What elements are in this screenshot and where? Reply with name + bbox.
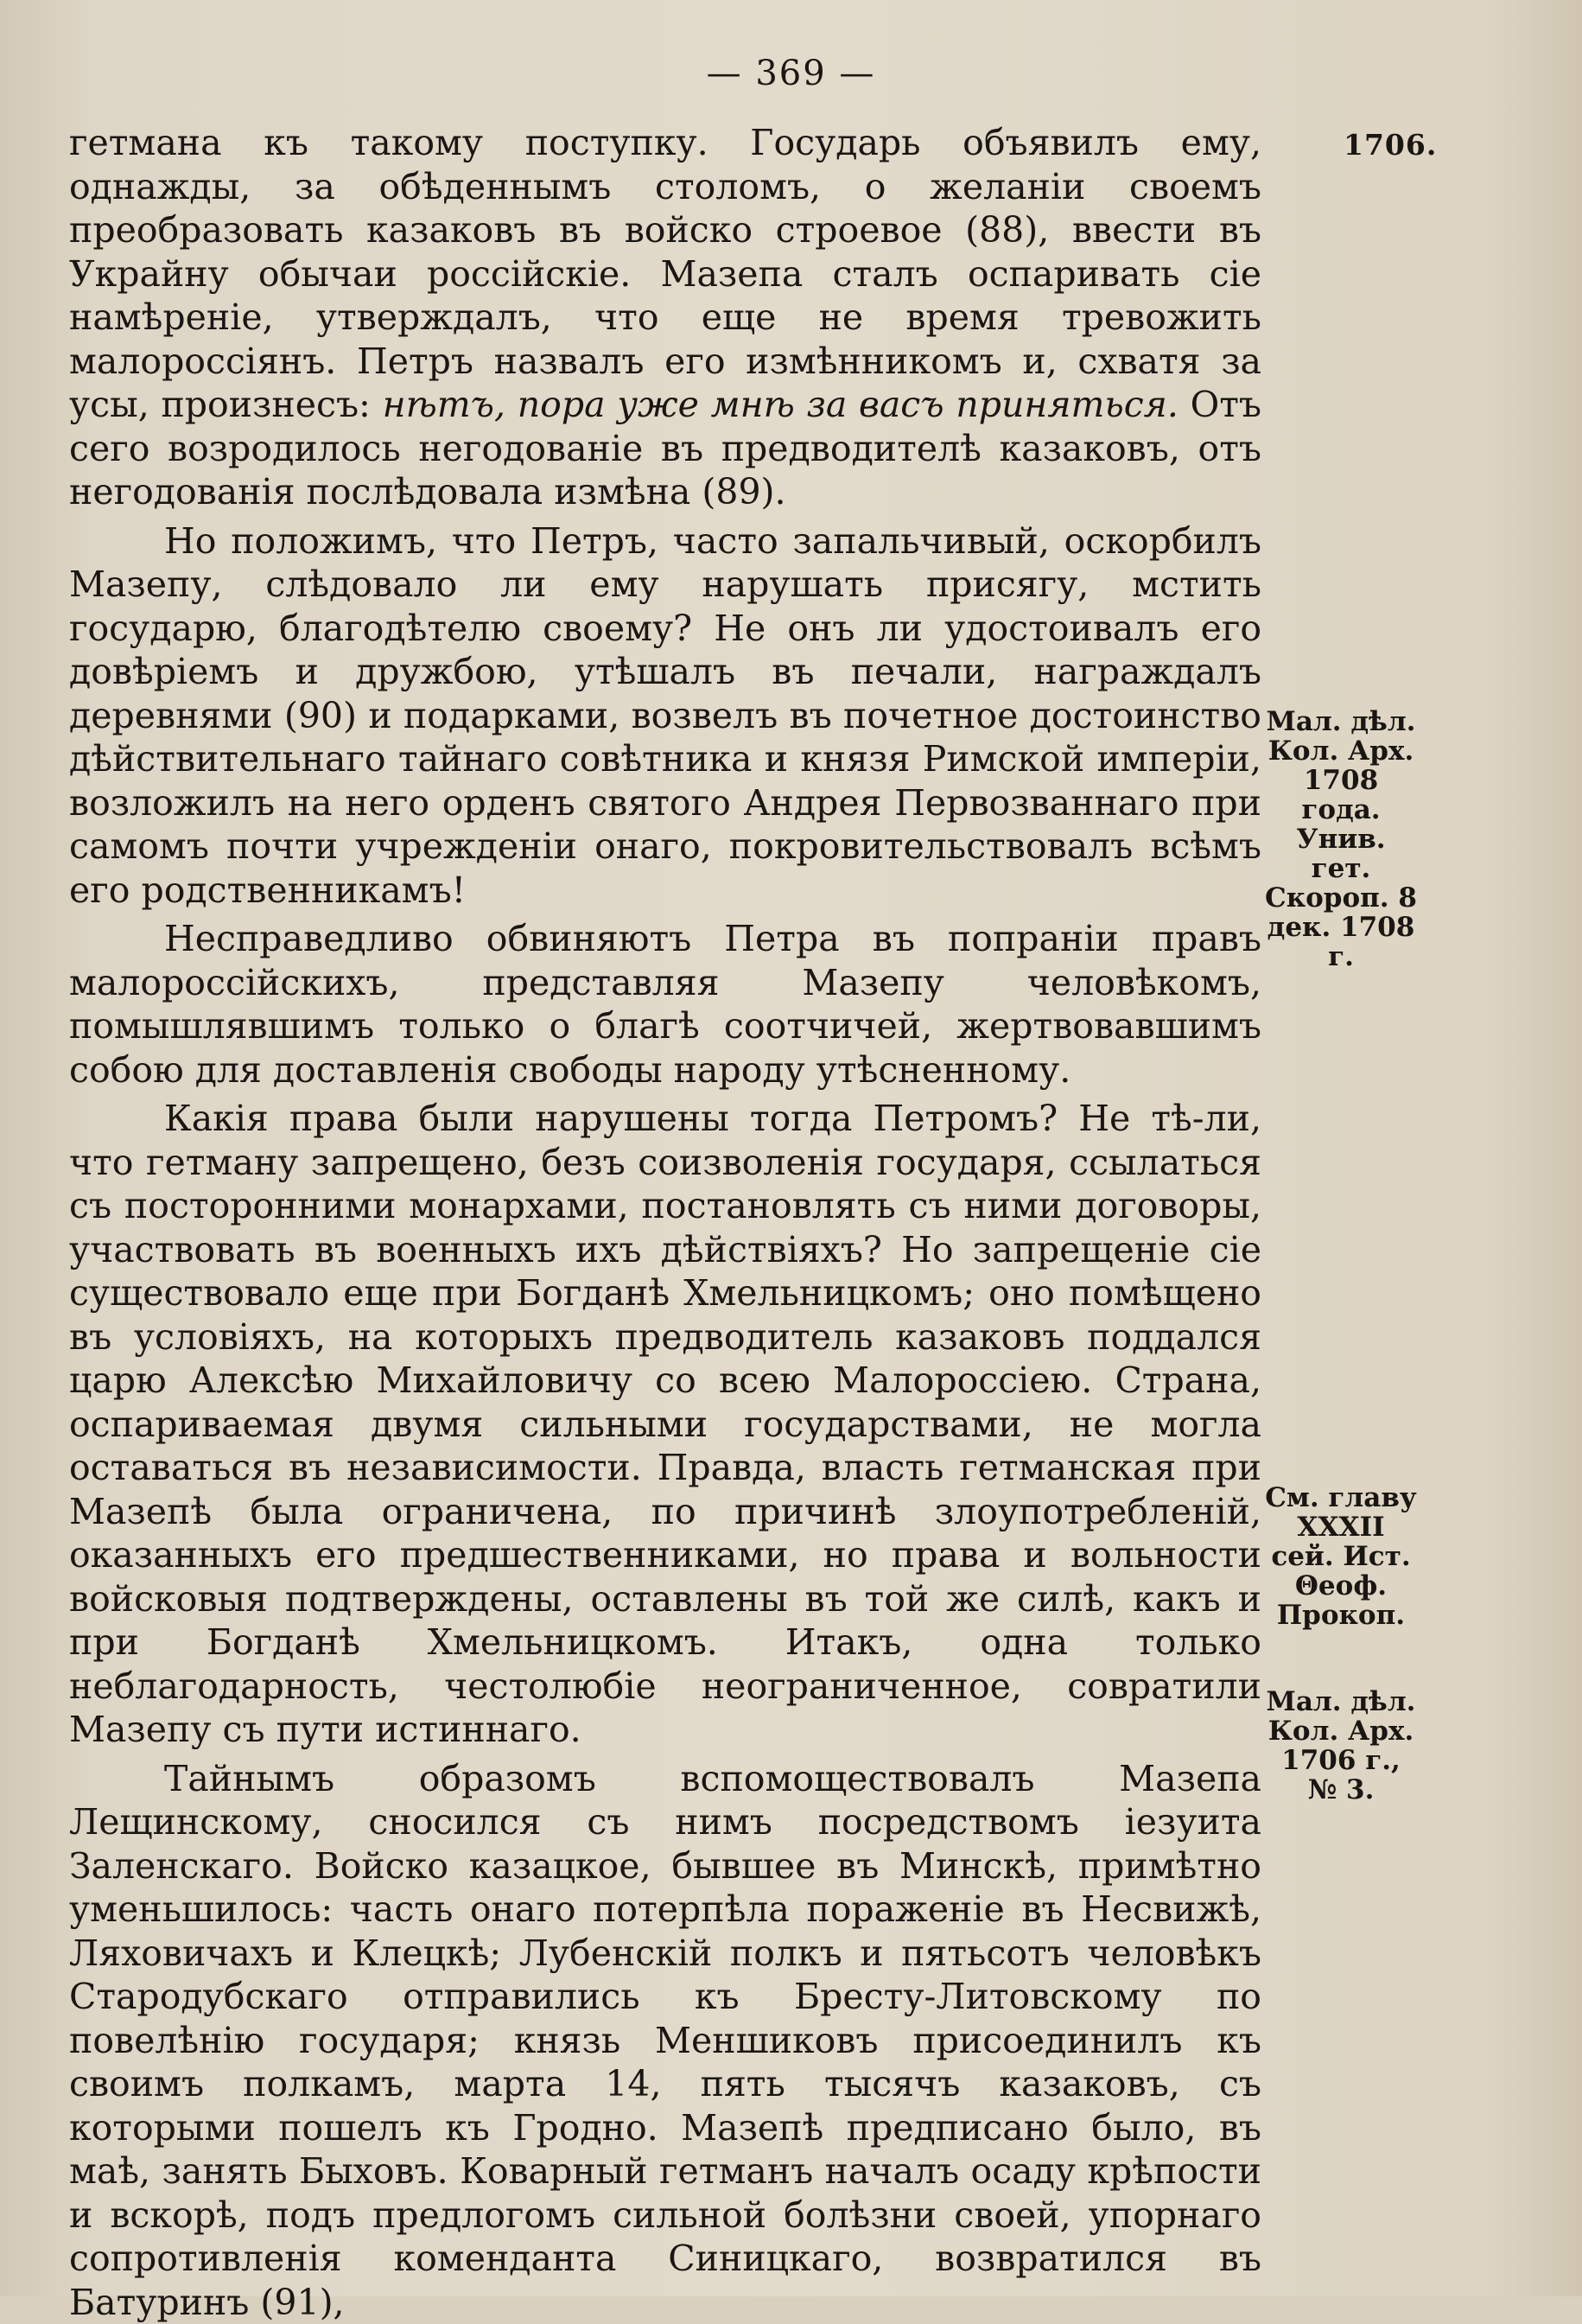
margin-note-1: Мал. дѣл. Кол. Арх. 1708 года. Унив. гет. Скороп. 8 дек. 1708 г. [1263, 707, 1419, 971]
main-text [69, 121, 1261, 2324]
paragraph-1 [69, 121, 1261, 514]
margin-year: 1706. [1344, 128, 1437, 162]
paragraph-3: Несправедливо обвиняютъ Петра въ попранiи правъ малороссiйскихъ, представляя Мазепу человѣкомъ, помышлявшимъ только о благѣ соотчичей, жертвовавшимъ собою для доставленiя свободы народу утѣсненному. [69, 917, 1261, 1092]
paragraph-5: Тайнымъ образомъ вспомоществовалъ Мазепа Лещинскому, сносился съ нимъ посредствомъ iезуита Заленскаго. Войско казацкое, бывшее въ Минскѣ, примѣтно уменьшилось: часть онаго потерпѣла пораженiе въ Несвижѣ, Ляховичахъ и Клецкѣ; Лубенскiй полкъ и пятьсотъ человѣкъ Стародубскаго отправились къ Бресту-Литовскому по повелѣнiю государя; князь Меншиковъ присоединилъ къ своимъ полкамъ, марта 14, пять тысячъ казаковъ, съ которыми пошелъ къ Гродно. Мазепѣ предписано было, въ маѣ, занять Быховъ. Коварный гетманъ началъ осаду крѣпости и вскорѣ, подъ предлогомъ сильной болѣзни своей, упорнаго сопротивленiя коменданта Синицкаго, возвратился въ Батуринъ (91), [69, 1757, 1261, 2324]
paragraph-1-text: гетмана къ такому поступку. Государь объявилъ ему, однажды, за обѣденнымъ столомъ, о желанiи своемъ преобразовать казаковъ въ войско строевое (88), ввести въ Украйну обычаи россiйскiе. Мазепа сталъ оспаривать сiе намѣренiе, утверждалъ, что еще не время тревожить малороссiянъ. Петръ назвалъ его измѣнникомъ и, схватя за усы, произнесъ: [69, 122, 1261, 425]
paragraph-2: Но положимъ, что Петръ, часто запальчивый, оскорбилъ Мазепу, слѣдовало ли ему нарушать присягу, мстить государю, благодѣтелю своему? Не онъ ли удостоивалъ его довѣрiемъ и дружбою, утѣшалъ въ печали, награждалъ деревнями (90) и подарками, возвелъ въ почетное достоинство дѣйствительнаго тайнаго совѣтника и князя Римской имперiи, возложилъ на него орденъ святого Андрея Первозваннаго при самомъ почти учрежденiи онаго, покровительствовалъ всѣмъ его родственникамъ! [69, 519, 1261, 913]
margin-note-3: Мал. дѣл. Кол. Арх. 1706 г., № 3. [1263, 1687, 1419, 1805]
paragraph-1-quote: нѣтъ, пора уже мнѣ за васъ приняться. [383, 384, 1179, 425]
paragraph-1-tail: Отъ сего возродилось негодованiе въ предводителѣ казаковъ, отъ негодованiя послѣдовала измѣна (89). [69, 384, 1261, 513]
page-number: — 369 — [0, 54, 1582, 93]
margin-note-2: См. главу XXXII сей. Ист. Θеоф. Прокоп. [1263, 1483, 1419, 1630]
paragraph-4: Какiя права были нарушены тогда Петромъ? Не тѣ-ли, что гетману запрещено, безъ соизволенiя государя, ссылаться съ посторонними монархами, постановлять съ ними договоры, участвовать въ военныхъ ихъ дѣйствiяхъ? Но запрещенiе сiе существовало еще при Богданѣ Хмельницкомъ; оно помѣщено въ условiяхъ, на которыхъ предводитель казаковъ поддался царю Алексѣю Михайловичу со всею Малороссiею. Страна, оспариваемая двумя сильными государствами, не могла оставаться въ независимости. Правда, власть гетманская при Мазепѣ была ограничена, по причинѣ злоупотребленiй, оказанныхъ его предшественниками, но права и вольности войсковыя подтверждены, оставлены въ той же силѣ, какъ и при Богданѣ Хмельницкомъ. Итакъ, одна только неблагодарность, честолюбiе неограниченное, совратили Мазепу съ пути истиннаго. [69, 1097, 1261, 1752]
